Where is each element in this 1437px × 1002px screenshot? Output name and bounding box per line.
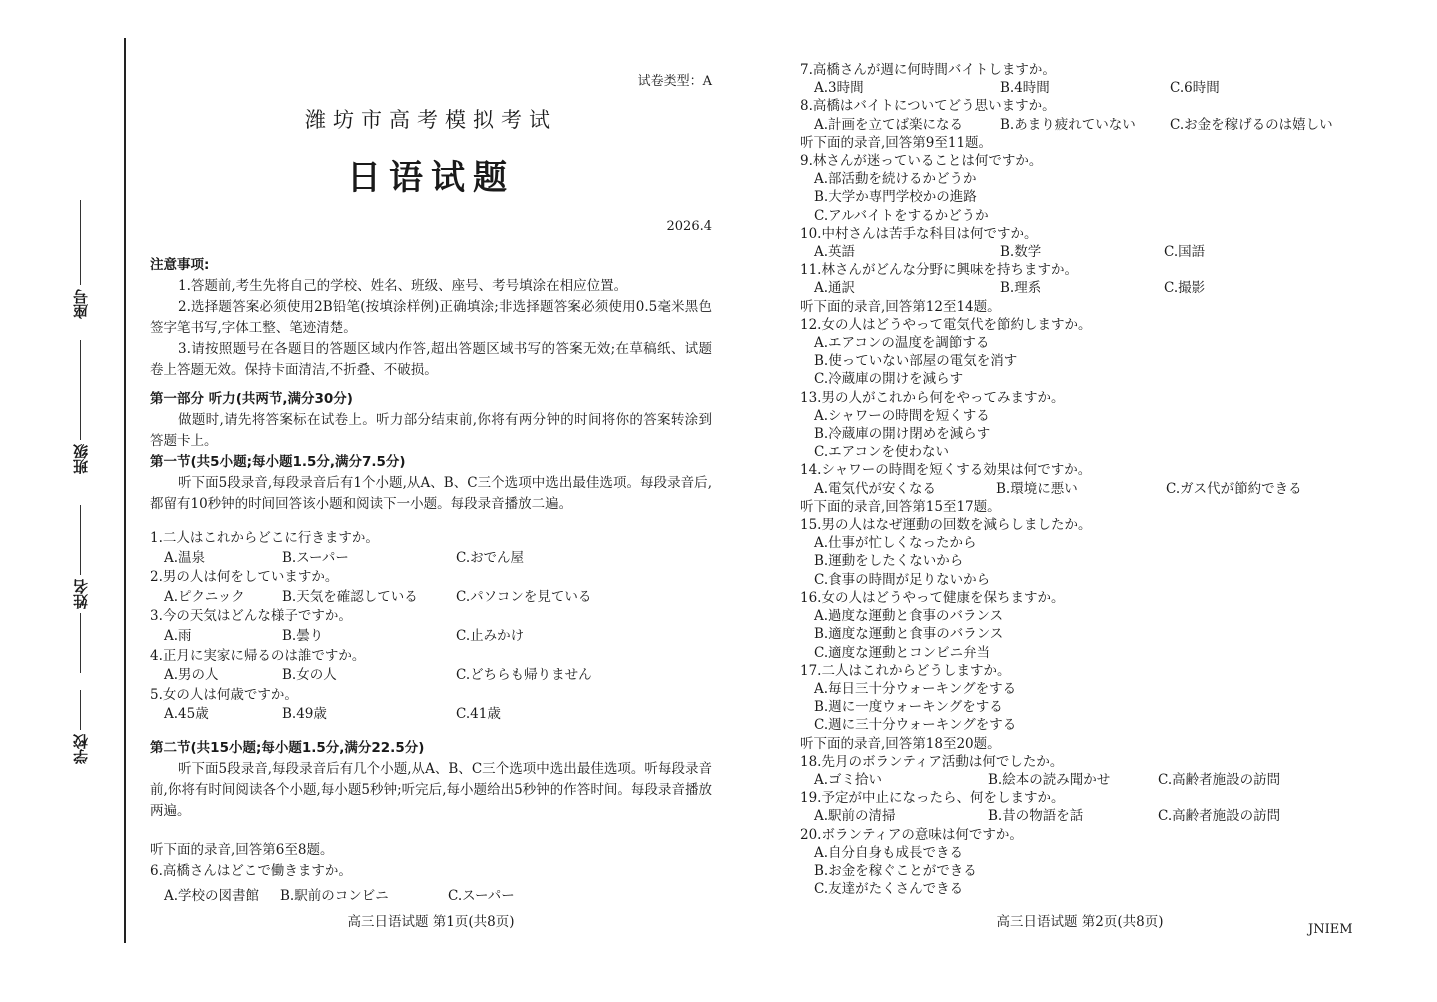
option-a: A.学校の図書館 [164,888,260,904]
notice-heading: 注意事项: [150,257,210,273]
part1-instructions: 做题时,请先将答案标在试卷上。听力部分结束前,你将有两分钟的时间将你的答案转涂到答题卡上。 [150,412,712,449]
question-20-option-a: A.自分自身も成長できる [814,844,964,861]
option-c: C.ガス代が節約できる [1166,480,1302,497]
option-b: B.49歳 [282,706,327,723]
option-c: C.高齢者施設の訪問 [1158,771,1281,788]
option-a: A.温泉 [164,549,206,566]
option-a: A.雨 [164,627,192,644]
question-12-option-c: C.冷蔵庫の開けを減らす [814,371,964,388]
option-a: A.ゴミ拾い [814,771,883,788]
question-14: 14.シャワーの時間を短くする効果は何ですか。 [800,462,1092,479]
question-20: 20.ボランティアの意味は何ですか。 [800,826,1023,843]
listen-18-20-instruction: 听下面的录音,回答第18至20题。 [800,735,1001,752]
question-14-options [800,480,1360,498]
option-c: C.41歳 [456,706,501,723]
question-9-option-a: A.部活動を続けるかどうか [814,171,977,188]
question-15-option-b: B.運動をしたくないから [814,553,964,570]
question-16: 16.女の人はどうやって健康を保ちますか。 [800,589,1065,606]
question-19: 19.予定が中止になったら、何をしますか。 [800,790,1065,807]
listen-9-11-instruction: 听下面的录音,回答第9至11题。 [800,134,993,151]
notice-section [150,255,712,515]
option-b: B.数学 [1000,244,1042,261]
question-13: 13.男の人がこれから何をやってみますか。 [800,389,1065,406]
question-9: 9.林さんが迷っていることは何ですか。 [800,153,1043,170]
question-3: 3.今の天気はどんな様子ですか。 [150,608,352,625]
option-a: A.駅前の清掃 [814,808,896,825]
question-17-option-a: A.毎日三十分ウォーキングをする [814,680,1017,697]
question-12-option-a: A.エアコンの温度を調節する [814,335,990,352]
question-13-option-c: C.エアコンを使わない [814,444,949,461]
section1-questions [150,529,712,725]
notice-item-2: 2.选择题答案必须使用2B铅笔(按填涂样例)正确填涂;非选择题答案必须使用0.5毫米黑色签字笔书写,字体工整、笔迹清楚。 [150,299,712,336]
subject-title: 日语试题 [347,158,515,198]
question-9-option-c: C.アルバイトをするかどうか [814,207,989,224]
question-1-options [150,549,712,569]
part1-heading: 第一部分 听力(共两节,满分30分) [150,391,353,407]
class-blank [80,340,81,440]
exam-date: 2026.4 [666,219,712,234]
option-a: A.計画を立てば楽になる [814,116,964,133]
option-c: C.撮影 [1164,280,1206,297]
question-1: 1.二人はこれからどこに行きますか。 [150,530,379,546]
question-20-option-c: C.友達がたくさんできる [814,881,964,898]
question-2: 2.男の人は何をしていますか。 [150,569,339,586]
name-blank-lower [80,613,81,673]
question-7: 7.高橋さんが週に何時間バイトしますか。 [800,62,1056,78]
option-b: B.環境に悪い [996,480,1078,497]
option-a: A.ピクニック [164,588,245,605]
question-6: 6.高橋さんはどこで働きますか。 [150,863,352,879]
exam-title: 潍坊市高考模拟考试 [305,108,557,132]
option-b: B.絵本の読み聞かせ [988,771,1111,788]
section2-instructions: 听下面5段录音,每段录音后有几个小题,从A、B、C三个选项中选出最佳选项。听每段录音前,你将有时间阅读各个小题,每小题5秒钟;听完后,每小题给出5秒钟的作答时间。每段录音播放两遍。 [150,761,712,819]
question-13-option-b: B.冷蔵庫の開け閉めを減らす [814,426,991,443]
option-c: C.6時間 [1170,80,1220,97]
option-c: C.国語 [1164,244,1206,261]
question-12-option-b: B.使っていない部屋の電気を消す [814,353,1018,370]
seat-blank [80,200,81,285]
question-15-option-a: A.仕事が忙しくなったから [814,535,977,552]
option-c: C.止みかけ [456,627,525,644]
name-blank [80,505,81,575]
question-9-option-b: B.大学か専門学校かの進路 [814,189,977,206]
question-17: 17.二人はこれからどうしますか。 [800,662,1011,679]
option-a: A.3時間 [814,80,864,97]
question-12: 12.女の人はどうやって電気代を節約しますか。 [800,316,1092,333]
question-7-options [800,79,1360,97]
option-c: C.パソコンを見ている [456,588,592,605]
option-a: A.45歳 [164,706,209,723]
option-b: B.女の人 [282,667,337,684]
option-c: C.高齢者施設の訪問 [1158,808,1281,825]
question-3-options [150,627,712,647]
page-2-footer: 高三日语试题 第2页(共8页) [996,914,1164,930]
question-16-option-b: B.適度な運動と食事のバランス [814,626,1004,643]
listen-6-8-instruction: 听下面的录音,回答第6至8题。 [150,842,334,858]
section2-heading: 第二节(共15小题;每小题1.5分,满分22.5分) [150,740,425,756]
class-field [60,340,100,474]
question-10-options [800,243,1360,261]
option-b: B.駅前のコンビニ [280,888,389,904]
question-6-options [150,886,712,907]
page-2 [800,0,1360,1002]
notice-item-1: 1.答题前,考生先将自己的学校、姓名、班级、座号、考号填涂在相应位置。 [178,278,628,294]
question-15-option-c: C.食事の時間が足りないから [814,571,991,588]
question-8: 8.高橋はバイトについてどう思いますか。 [800,98,1056,115]
section2-intro [150,738,712,907]
option-b: B.4時間 [1000,80,1050,97]
question-2-options [150,588,712,608]
section2-questions [800,61,1360,898]
option-c: C.スーパー [448,888,515,904]
question-5: 5.女の人は何歳ですか。 [150,686,298,703]
notice-item-3: 3.请按照题号在各题目的答题区域内作答,超出答题区域书写的答案无效;在草稿纸、试题卷上答题无效。保持卡面清洁,不折叠、不破损。 [150,341,712,378]
option-b: B.理系 [1000,280,1042,297]
question-15: 15.男の人はなぜ運動の回数を減らしましたか。 [800,517,1092,534]
option-a: A.英語 [814,244,856,261]
school-blank [80,690,81,730]
binding-line [124,38,126,943]
page-1-footer: 高三日语试题 第1页(共8页) [347,914,515,930]
corner-code: JNIEM [1308,922,1353,937]
school-field [60,690,100,764]
listen-15-17-instruction: 听下面的录音,回答第15至17题。 [800,498,1001,515]
section1-instructions: 听下面5段录音,每段录音后有1个小题,从A、B、C三个选项中选出最佳选项。每段录音后,都留有10秒钟的时间回答该小题和阅读下一小题。每段录音播放二遍。 [150,475,712,512]
page-1 [150,0,712,1002]
option-b: B.昔の物語を話 [988,808,1084,825]
question-19-options [800,807,1360,825]
seat-label: 座号 [71,289,90,319]
question-20-option-b: B.お金を稼ぐことができる [814,862,977,879]
question-18-options [800,771,1360,789]
question-5-options [150,705,712,725]
school-label: 学校 [71,734,90,764]
question-17-option-b: B.週に一度ウォーキングをする [814,699,1003,716]
option-c: C.どちらも帰りません [456,667,592,684]
option-b: B.スーパー [282,549,349,566]
option-a: A.男の人 [164,667,219,684]
option-c: C.おでん屋 [456,549,525,566]
question-8-options [800,116,1360,134]
question-16-option-a: A.過度な運動と食事のバランス [814,608,1004,625]
question-17-option-c: C.週に三十分ウォーキングをする [814,717,1017,734]
question-16-option-c: C.適度な運動とコンビニ弁当 [814,644,991,661]
option-b: B.天気を確認している [282,588,418,605]
option-a: A.電気代が安くなる [814,480,937,497]
question-10: 10.中村さんは苦手な科目は何ですか。 [800,225,1038,242]
name-field [60,505,100,673]
seat-field [60,200,100,319]
listen-12-14-instruction: 听下面的录音,回答第12至14题。 [800,298,1001,315]
question-4: 4.正月に実家に帰るのは誰ですか。 [150,647,366,664]
option-a: A.通訳 [814,280,856,297]
question-13-option-a: A.シャワーの時間を短くする [814,407,990,424]
option-b: B.あまり疲れていない [1000,116,1136,133]
paper-type: 试卷类型：A [637,74,712,89]
section1-heading: 第一节(共5小题;每小题1.5分,满分7.5分) [150,454,406,470]
name-label: 姓名 [71,579,90,609]
question-11: 11.林さんがどんな分野に興味を持ちますか。 [800,262,1078,279]
class-label: 班级 [71,444,90,474]
option-c: C.お金を稼げるのは嬉しい [1170,116,1333,133]
question-11-options [800,279,1360,297]
question-18: 18.先月のボランティア活動は何でしたか。 [800,753,1064,770]
question-4-options [150,666,712,686]
option-b: B.曇り [282,627,324,644]
